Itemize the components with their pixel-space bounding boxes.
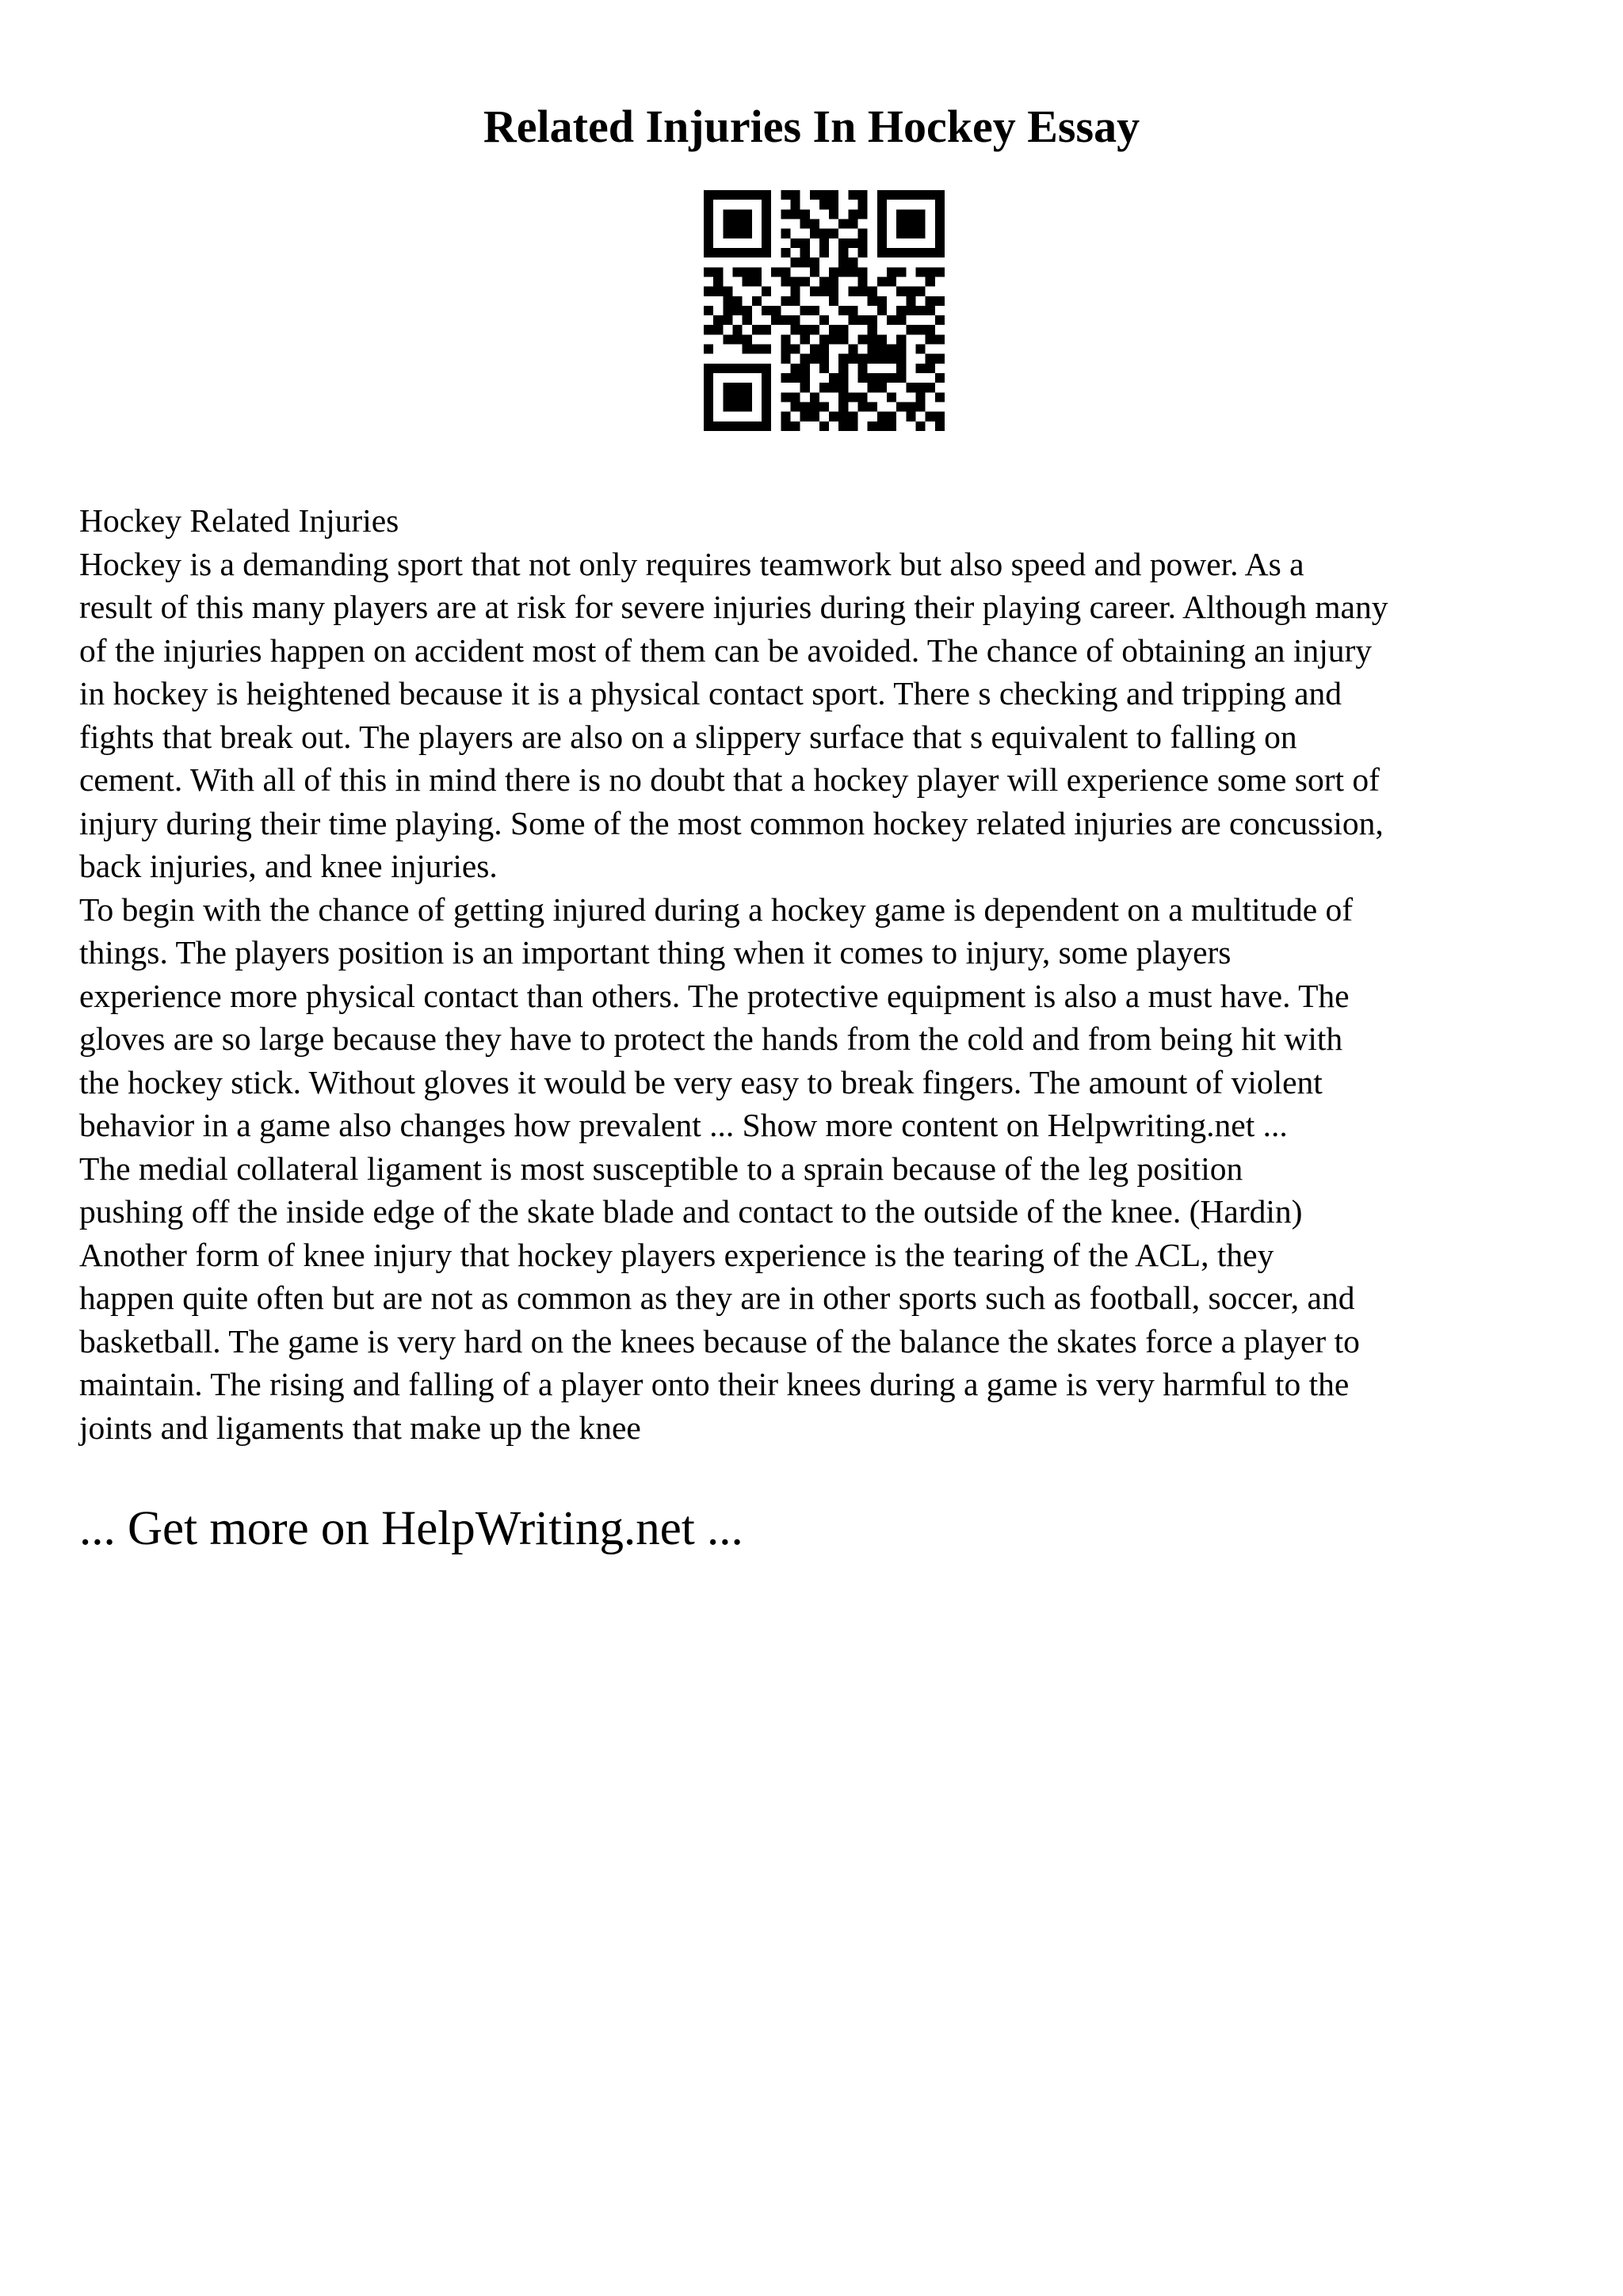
essay-line: cement. With all of this in mind there is no doubt that a hockey player will experience some sort of [79,761,1380,798]
essay-line: maintain. The rising and falling of a player onto their knees during a game is very harmful to the [79,1366,1350,1402]
essay-line: behavior in a game also changes how prevalent ... Show more content on Helpwriting.net ... [79,1107,1288,1143]
essay-body [79,499,1569,1449]
essay-line: Hockey is a demanding sport that not only requires teamwork but also speed and power. As a [79,545,1304,582]
essay-line: happen quite often but are not as common as they are in other sports such as football, soccer, and [79,1280,1355,1316]
essay-line: gloves are so large because they have to protect the hands from the cold and from being hit with [79,1020,1343,1057]
essay-line: result of this many players are at risk for severe injuries during their playing career. Although many [79,589,1388,625]
essay-line: joints and ligaments that make up the knee [79,1409,641,1446]
essay-line: pushing off the inside edge of the skate blade and contact to the outside of the knee. (Hardin) [79,1193,1303,1230]
essay-line: To begin with the chance of getting injured during a hockey game is dependent on a multitude of [79,891,1354,928]
page-title: Related Injuries In Hockey Essay [483,101,1140,152]
essay-line: back injuries, and knee injuries. [79,848,498,884]
essay-line: in hockey is heightened because it is a physical contact sport. There s checking and tripping and [79,675,1342,711]
qr-code-icon [704,190,945,431]
essay-line: The medial collateral ligament is most susceptible to a sprain because of the leg position [79,1150,1243,1187]
get-more-link[interactable]: ... Get more on HelpWriting.net ... [79,1502,743,1555]
essay-line: the hockey stick. Without gloves it would be very easy to break fingers. The amount of violent [79,1063,1323,1100]
essay-heading: Hockey Related Injuries [79,502,399,539]
essay-line: things. The players position is an important thing when it comes to injury, some players [79,934,1232,971]
essay-line: injury during their time playing. Some of the most common hockey related injuries are concussion, [79,804,1384,841]
essay-line: of the injuries happen on accident most of them can be avoided. The chance of obtaining an injury [79,631,1373,669]
essay-line: fights that break out. The players are also on a slippery surface that s equivalent to falling on [79,718,1297,755]
essay-line: basketball. The game is very hard on the knees because of the balance the skates force a player to [79,1322,1360,1360]
essay-line: Another form of knee injury that hockey players experience is the tearing of the ACL, they [79,1236,1274,1273]
essay-line: experience more physical contact than others. The protective equipment is also a must have. The [79,977,1350,1014]
